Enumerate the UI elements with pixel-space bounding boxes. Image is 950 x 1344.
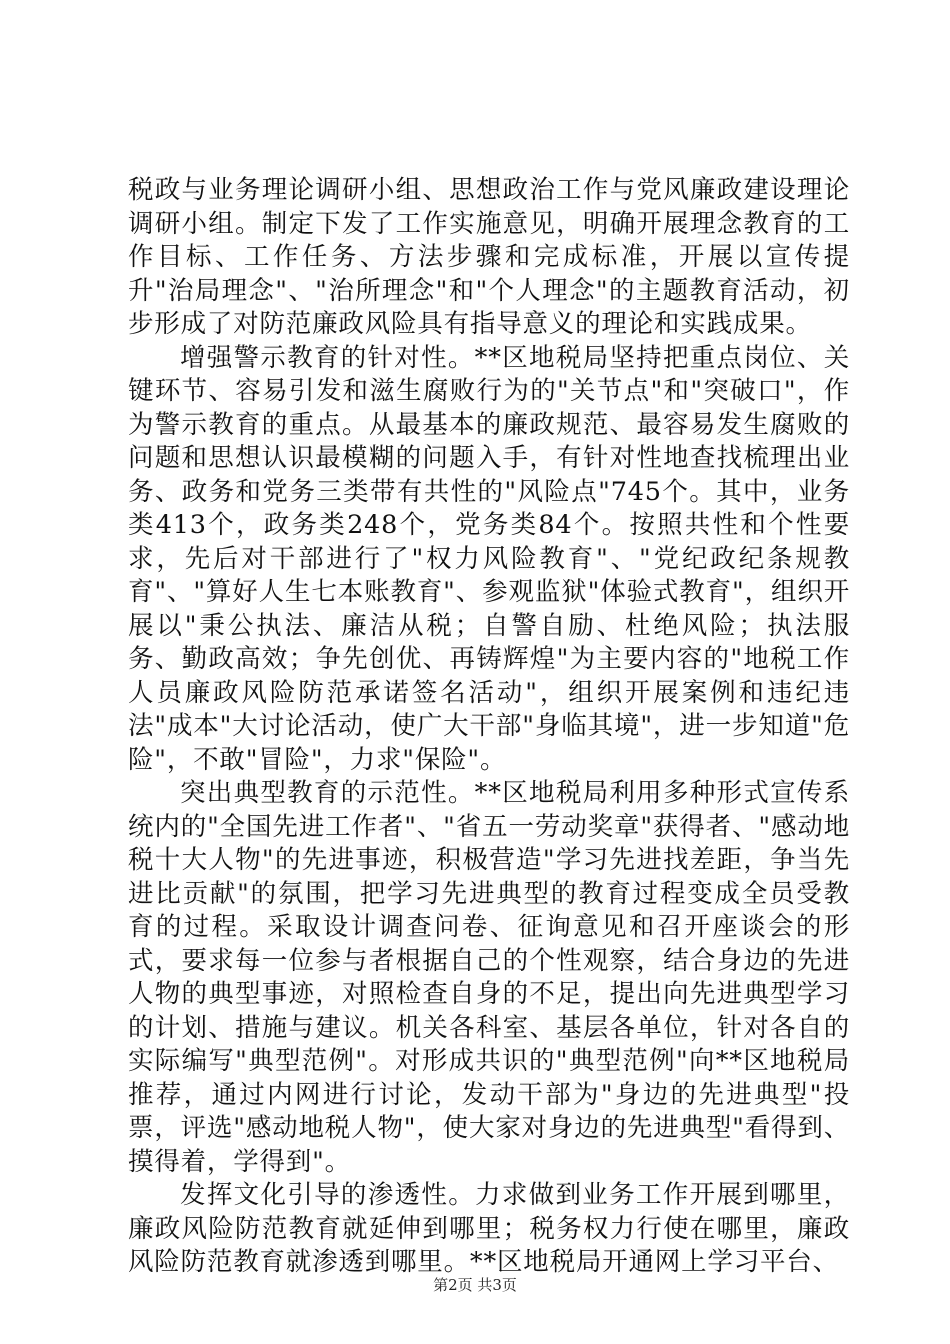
paragraph-continuation: 税政与业务理论调研小组、思想政治工作与党风廉政建设理论调研小组。制定下发了工作实施意见，明确开展理念教育的工作目标、工作任务、方法步骤和完成标准，开展以宣传提升"治局理念"、"治所理念"和"个人理念"的主题教育活动，初步形成了对防范廉政风险具有指导意义的理论和实践成果。 [128, 175, 850, 339]
paragraph-warning-education: 增强警示教育的针对性。**区地税局坚持把重点岗位、关键环节、容易引发和滋生腐败行为的"关节点"和"突破口"，作为警示教育的重点。从最基本的廉政规范、最容易发生腐败的问题和思想认识最模糊的问题入手，有针对性地查找梳理出业务、政务和党务三类带有共性的"风险点"745个。其中，业务类413个，政务类248个，党务类84个。按照共性和个性要求，先后对干部进行了"权力风险教育"、"党纪政纪条规教育"、"算好人生七本账教育"、参观监狱"体验式教育"，组织开展以"秉公执法、廉洁从税；自警自励、杜绝风险；执法服务、勤政高效；争先创优、再铸辉煌"为主要内容的"地税工作人员廉政风险防范承诺签名活动"，组织开展案例和违纪违法"成本"大讨论活动，使广大干部"身临其境"，进一步知道"危险"，不敢"冒险"，力求"保险"。 [128, 342, 850, 775]
page-number-footer: 第2页 共3页 [433, 1276, 517, 1294]
body-text [128, 174, 850, 1280]
paragraph-culture-guidance: 发挥文化引导的渗透性。力求做到业务工作开展到哪里，廉政风险防范教育就延伸到哪里；税务权力行使在哪里，廉政风险防范教育就渗透到哪里。**区地税局开通网上学习平台、 [128, 1180, 850, 1277]
paragraph-model-education: 突出典型教育的示范性。**区地税局利用多种形式宣传系统内的"全国先进工作者"、"省五一劳动奖章"获得者、"感动地税十大人物"的先进事迹，积极营造"学习先进找差距，争当先进比贡献"的氛围，把学习先进典型的教育过程变成全员受教育的过程。采取设计调查问卷、征询意见和召开座谈会的形式，要求每一位参与者根据自己的个性观察，结合身边的先进人物的典型事迹，对照检查自身的不足，提出向先进典型学习的计划、措施与建议。机关各科室、基层各单位，针对各自的实际编写"典型范例"。对形成共识的"典型范例"向**区地税局推荐，通过内网进行讨论，发动干部为"身边的先进典型"投票，评选"感动地税人物"，使大家对身边的先进典型"看得到、摸得着，学得到"。 [128, 778, 850, 1177]
